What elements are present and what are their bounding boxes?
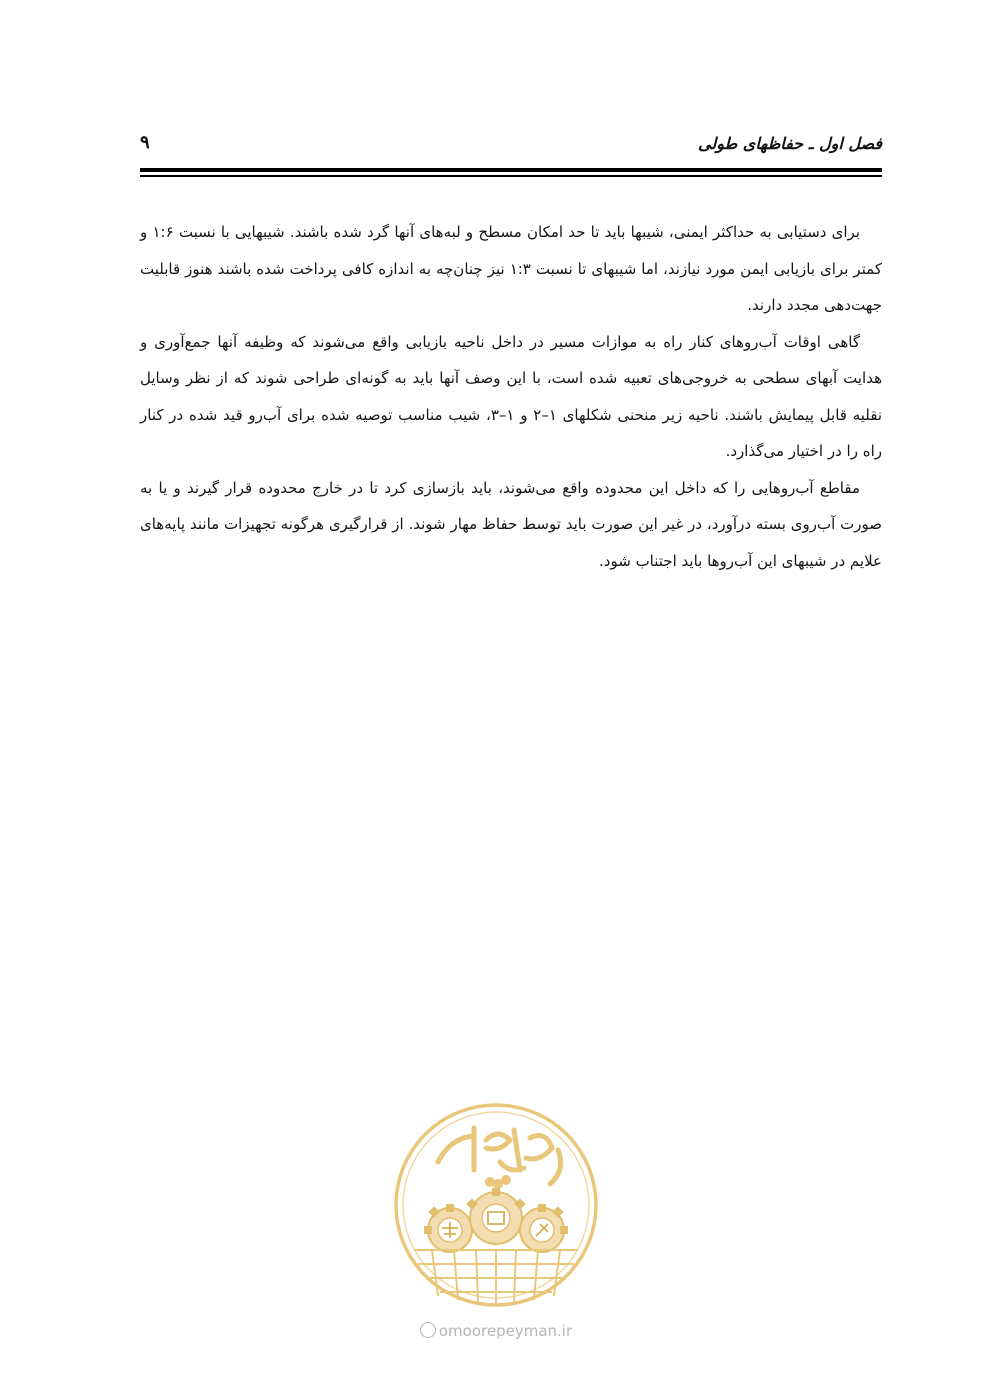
paragraph-1: برای دستیابی به حداکثر ایمنی، شیبها باید تا حد امکان مسطح و لبه‌های آنها گرد شده باشند. شیبهایی با نسبت ۱:۶ و کمتر برای بازیابی ایمن مورد نیازند، اما شیبهای تا نسبت ۱:۳ نیز چنان‌چه به اندازه کافی پرداخت شده باشند هنوز قابلیت جهت‌دهی مجدد دارند. — [140, 223, 882, 314]
running-header — [140, 128, 882, 168]
header-rule-thick — [140, 168, 882, 172]
chapter-title: فصل اول ـ حفاظهای طولی — [698, 134, 882, 153]
watermark-url-text: omoorepeyman.ir — [438, 1322, 573, 1340]
watermark-url — [380, 1322, 612, 1344]
globe-icon — [420, 1322, 436, 1338]
header-rule-thin — [140, 175, 882, 177]
watermark-logo — [390, 1100, 602, 1310]
page-number: ۹ — [140, 132, 150, 153]
paragraph-3: مقاطع آب‌روهایی را که داخل این محدوده واقع می‌شوند، باید بازسازی کرد تا در خارج محدوده قرار گیرند و یا به صورت آب‌روی بسته درآورد، در غیر این صورت باید توسط حفاظ مهار شوند. از قرارگیری هرگونه تجهیزات مانند پایه‌های علایم در شیبهای این آب‌روها باید اجتناب شود. — [140, 478, 882, 570]
body-text — [140, 214, 882, 579]
paragraph-2: گاهی اوقات آب‌روهای کنار راه به موازات مسیر در داخل ناحیه بازیابی واقع می‌شوند که وظیفه آنها جمع‌آوری و هدایت آبهای سطحی به خروجی‌های تعبیه شده است، با این وصف آنها باید به گونه‌ای طراحی شوند که از نظر وسایل نقلیه قابل پیمایش باشند. ناحیه زیر منحنی شکلهای ۱–۲ و ۱–۳، شیب مناسب توصیه شده برای آب‌رو قید شده در کنار راه را در اختیار می‌گذارد. — [140, 332, 883, 460]
